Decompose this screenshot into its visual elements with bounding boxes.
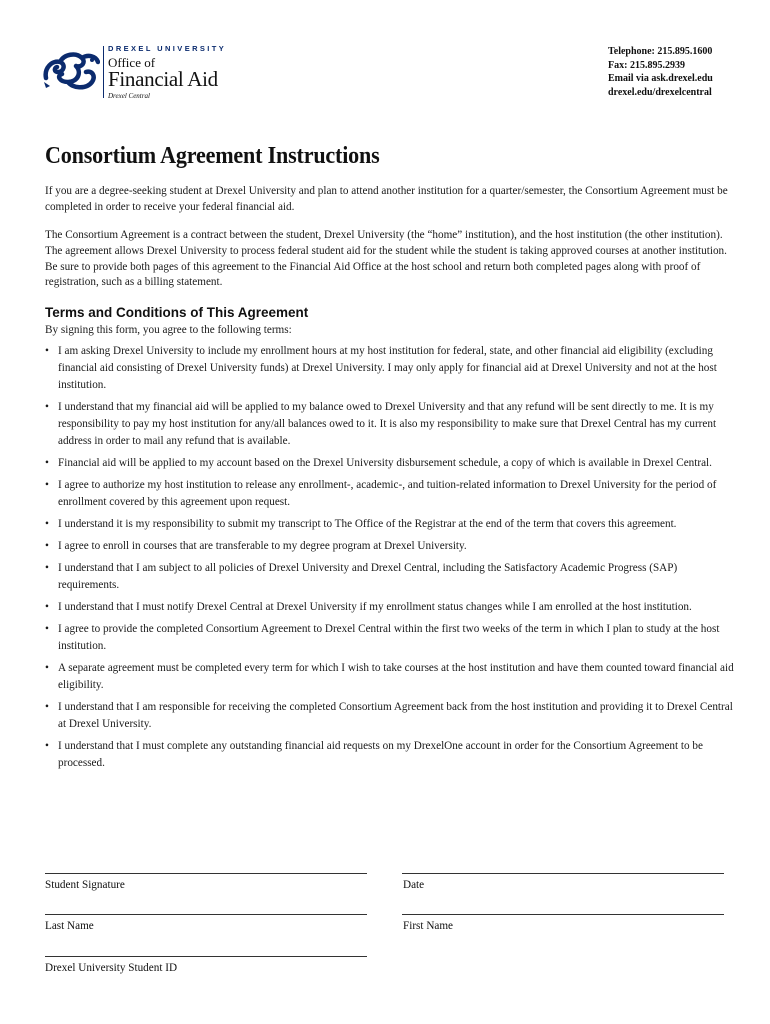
date-field[interactable] [402,873,724,874]
last-name-label: Last Name [45,920,94,932]
student-id-field[interactable] [45,956,367,957]
term-item: • I agree to provide the completed Consortium Agreement to Drexel Central within the first two weeks of the term in which I plan to study at the host institution. [45,621,735,655]
term-item: • A separate agreement must be completed every term for which I wish to take courses at the host institution and have them counted toward financial aid eligibility. [45,660,735,694]
terms-heading: Terms and Conditions of This Agreement [45,305,309,320]
drexel-logo [42,44,242,100]
term-item: • I understand that I am subject to all policies of Drexel University and Drexel Central, including the Satisfactory Academic Progress (SAP) requirements. [45,560,735,594]
student-signature-label: Student Signature [45,879,125,891]
fax: Fax: 215.895.2939 [608,59,685,71]
last-name-field[interactable] [45,914,367,915]
description-paragraph: The Consortium Agreement is a contract between the student, Drexel University (the “home” institution), and the host institution (the other institution). The agreement allows Drexel University to process federal student aid for the student while the student is taking approved courses at another institution. Be sure to provide both pages of this agreement to the Financial Aid Office at the host school and return both completed pages along with proof of registration, such as a billing statement. [45,229,727,289]
student-id-label: Drexel University Student ID [45,962,178,974]
telephone: Telephone: 215.895.1600 [608,46,713,57]
term-item: • I understand that my financial aid will be applied to my balance owed to Drexel University and that any refund will be sent directly to me. It is my responsibility to pay my host institution for any/all balances owed to it. It is also my responsibility to make sure that Drexel Central has my current address in order to mail any refund that is available. [45,399,735,450]
term-item: • I agree to enroll in courses that are transferable to my degree program at Drexel University. [45,538,735,555]
dragon-icon [42,48,100,92]
term-item: • I understand it is my responsibility to submit my transcript to The Office of the Registrar at the end of the term that covers this agreement. [45,516,735,533]
intro-paragraph: If you are a degree-seeking student at Drexel University and plan to attend another institution for a quarter/semester, the Consortium Agreement must be completed in order to receive your federal financial aid. [45,185,728,213]
term-item: • I am asking Drexel University to include my enrollment hours at my host institution for federal, state, and other financial aid eligibility (excluding financial aid consisting of Drexel University funds) at Drexel University. I may only apply for financial aid at Drexel University and not at the host institution. [45,343,735,394]
office-of-label: Office of [108,55,156,70]
term-item: • I agree to authorize my host institution to release any enrollment-, academic-, and tuition-related information to Drexel University for the period of enrollment covered by this agreement upon request. [45,477,735,511]
financial-aid-label: Financial Aid [108,67,218,91]
logo-divider [103,46,104,98]
page-title: Consortium Agreement Instructions [45,143,380,169]
first-name-field[interactable] [402,914,724,915]
first-name-label: First Name [403,920,454,932]
terms-list [45,343,735,777]
term-item: • I understand that I must complete any outstanding financial aid requests on my DrexelOne account in order for the Consortium Agreement to be processed. [45,738,735,772]
term-item: • Financial aid will be applied to my account based on the Drexel University disbursement schedule, a copy of which is available in Drexel Central. [45,455,735,472]
email-link[interactable]: Email via ask.drexel.edu [608,73,713,84]
contact-info [608,45,713,99]
drexel-central-label: Drexel Central [108,92,150,100]
term-item: • I understand that I must notify Drexel Central at Drexel University if my enrollment status changes while I am enrolled at the host institution. [45,599,735,616]
student-signature-field[interactable] [45,873,367,874]
website-link[interactable]: drexel.edu/drexelcentral [608,86,712,98]
term-item: • I understand that I am responsible for receiving the completed Consortium Agreement back from the host institution and providing it to Drexel Central at Drexel University. [45,699,735,733]
terms-intro: By signing this form, you agree to the following terms: [45,324,292,336]
date-label: Date [403,879,425,891]
university-name: DREXEL UNIVERSITY [108,44,227,53]
